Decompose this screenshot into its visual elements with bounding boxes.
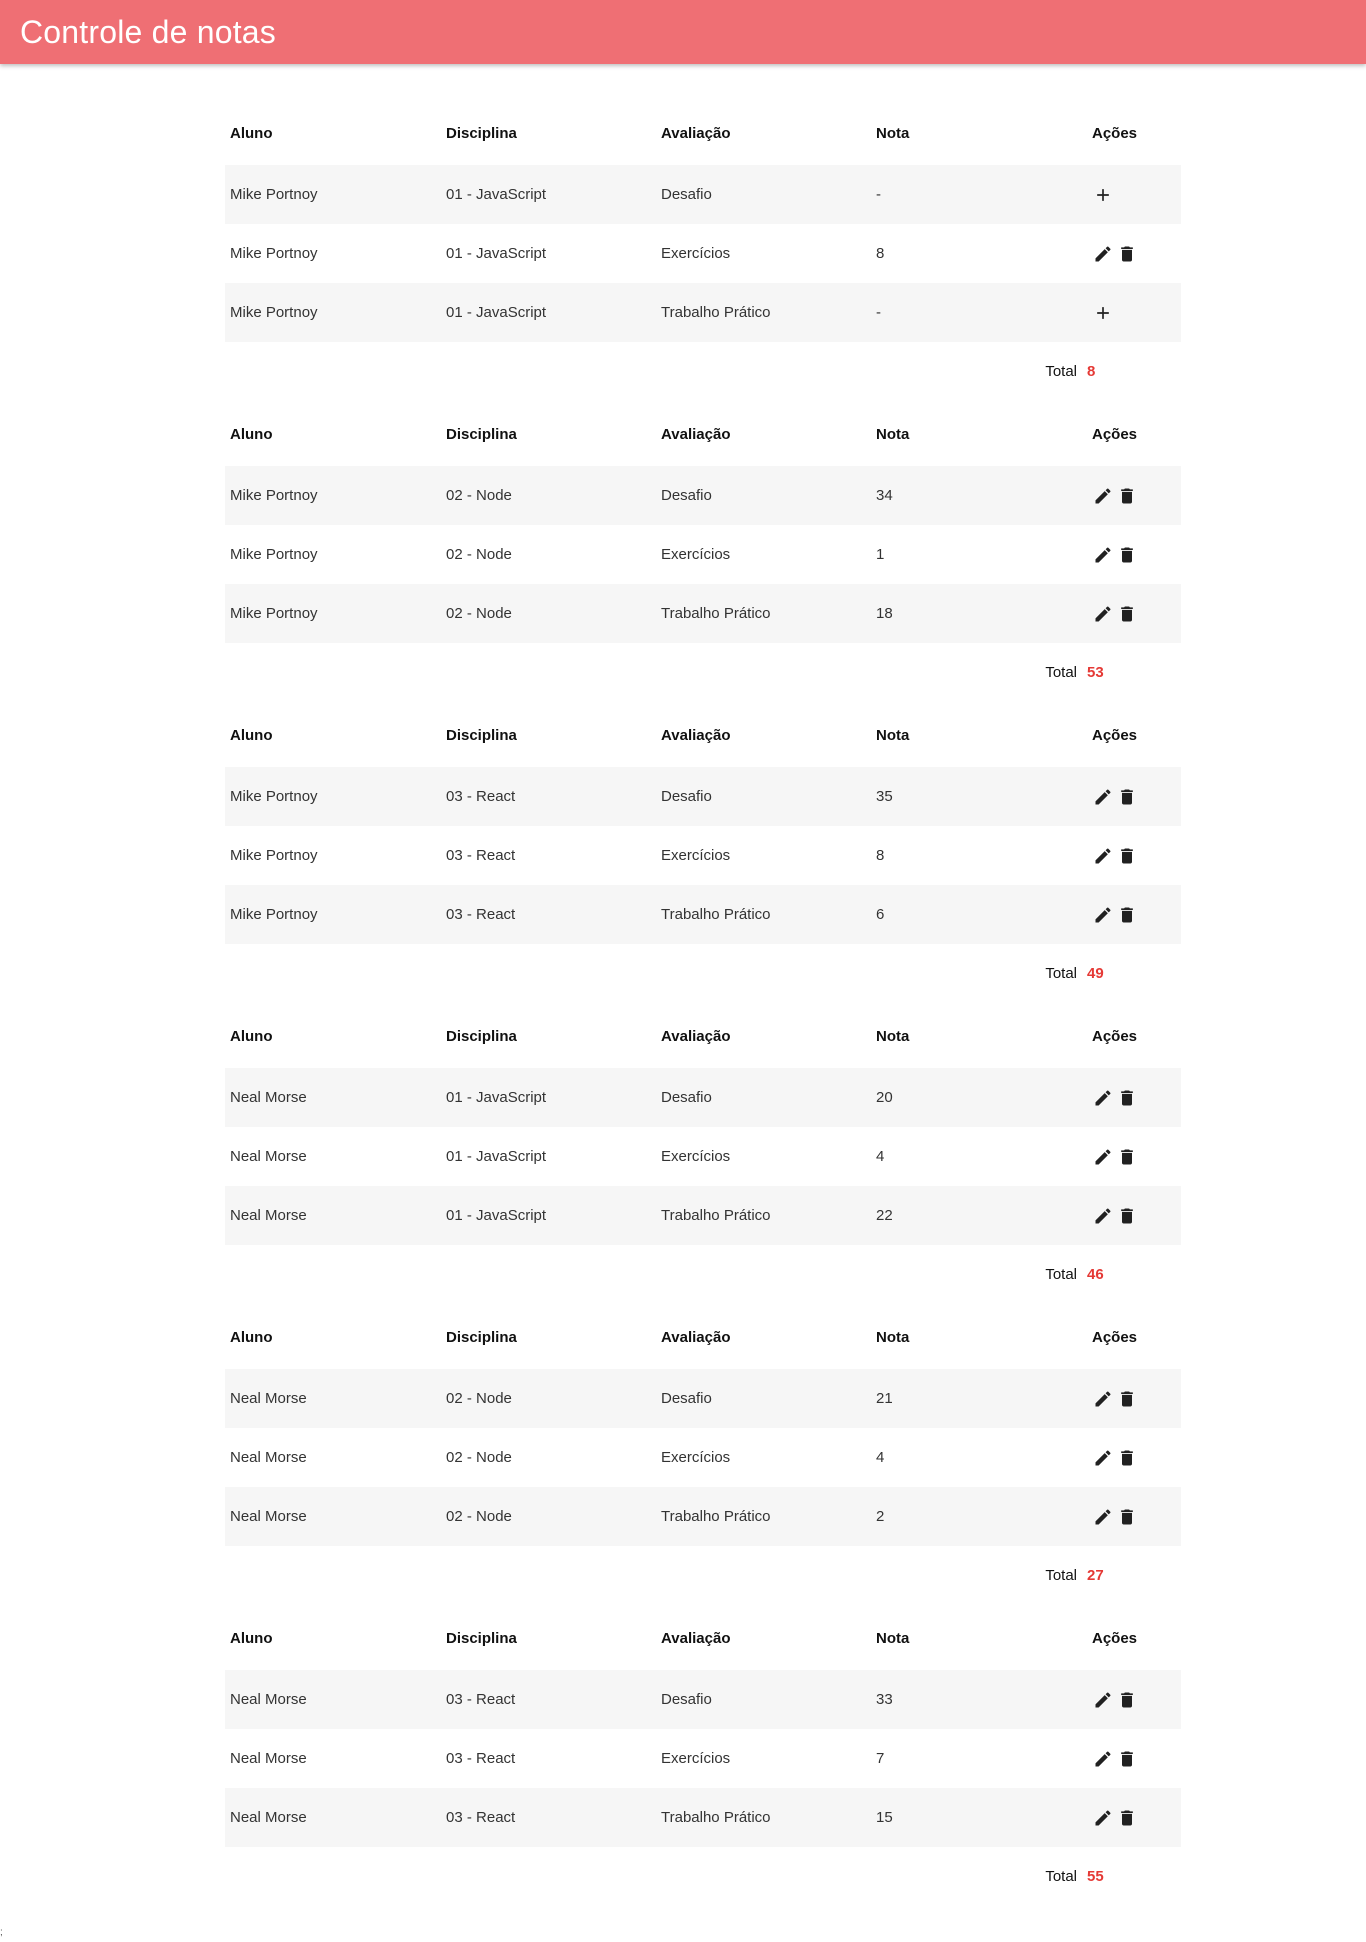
cell-disciplina: 02 - Node [446,1449,512,1466]
header-acoes: Ações [1092,1629,1138,1647]
header-aluno: Aluno [230,425,273,443]
delete-grade-button[interactable] [1117,1087,1137,1109]
delete-grade-button[interactable] [1117,544,1137,566]
cell-avaliacao: Trabalho Prático [661,1207,771,1224]
row-actions [1092,1447,1181,1469]
grade-group [225,1606,1181,1907]
table-header-row [225,1305,1181,1369]
header-acoes: Ações [1092,124,1138,142]
grade-group [225,1305,1181,1606]
delete-grade-button[interactable] [1117,1388,1137,1410]
cell-avaliacao: Exercícios [661,245,731,262]
cell-aluno: Mike Portnoy [230,546,318,563]
header-avaliacao: Avaliação [661,124,731,142]
delete-grade-button[interactable] [1117,243,1137,265]
delete-icon [1117,1147,1137,1167]
cell-aluno: Mike Portnoy [230,245,318,262]
header-nota: Nota [876,1027,910,1045]
edit-grade-button[interactable] [1093,1689,1113,1711]
delete-grade-button[interactable] [1117,485,1137,507]
delete-icon [1117,1206,1137,1226]
add-grade-button[interactable] [1093,184,1113,206]
edit-icon [1093,1749,1113,1769]
cell-disciplina: 03 - React [446,906,516,923]
header-nota: Nota [876,726,910,744]
cell-acoes [1087,1186,1181,1245]
total-row [225,1245,1181,1303]
edit-grade-button[interactable] [1093,1087,1113,1109]
header-aluno: Aluno [230,1629,273,1647]
grade-group [225,1004,1181,1305]
edit-icon [1093,1448,1113,1468]
delete-icon [1117,1690,1137,1710]
delete-icon [1117,486,1137,506]
table-row [225,525,1181,584]
header-avaliacao: Avaliação [661,425,731,443]
cell-nota: 35 [876,788,893,805]
cell-nota: 7 [876,1750,885,1767]
cell-avaliacao: Desafio [661,186,712,203]
grades-table [225,1004,1181,1245]
total-value: 46 [1087,1265,1104,1283]
header-disciplina: Disciplina [446,1027,517,1045]
header-aluno: Aluno [230,726,273,744]
total-row [225,1546,1181,1604]
cell-nota: 4 [876,1148,885,1165]
total-row [225,643,1181,701]
edit-icon [1093,1147,1113,1167]
cell-acoes [1087,885,1181,944]
edit-icon [1093,1507,1113,1527]
table-header-row [225,1004,1181,1068]
table-row [225,283,1181,342]
header-nota: Nota [876,425,910,443]
delete-icon [1117,1088,1137,1108]
cell-acoes [1087,1127,1181,1186]
cell-nota: - [876,304,881,321]
cell-acoes [1087,584,1181,643]
total-row [225,1847,1181,1905]
delete-grade-button[interactable] [1117,786,1137,808]
table-row [225,767,1181,826]
table-row [225,1487,1181,1546]
header-avaliacao: Avaliação [661,1328,731,1346]
table-row [225,1729,1181,1788]
table-row [225,1186,1181,1245]
delete-icon [1117,846,1137,866]
row-actions [1092,786,1181,808]
cell-disciplina: 03 - React [446,1750,516,1767]
header-aluno: Aluno [230,1027,273,1045]
cell-disciplina: 01 - JavaScript [446,186,547,203]
cell-disciplina: 01 - JavaScript [446,245,547,262]
cell-disciplina: 03 - React [446,1809,516,1826]
cell-disciplina: 02 - Node [446,1390,512,1407]
app-bar [0,0,1366,64]
cell-acoes [1087,525,1181,584]
cell-acoes [1087,1788,1181,1847]
cell-aluno: Neal Morse [230,1207,307,1224]
edit-icon [1093,604,1113,624]
cell-avaliacao: Trabalho Prático [661,304,771,321]
cell-aluno: Mike Portnoy [230,304,318,321]
edit-grade-button[interactable] [1093,1506,1113,1528]
delete-icon [1117,1448,1137,1468]
table-header-row [225,101,1181,165]
cell-aluno: Neal Morse [230,1089,307,1106]
delete-icon [1117,1389,1137,1409]
edit-icon [1093,787,1113,807]
delete-icon [1117,604,1137,624]
table-row [225,1369,1181,1428]
cell-aluno: Mike Portnoy [230,847,318,864]
table-row [225,584,1181,643]
delete-icon [1117,545,1137,565]
edit-grade-button[interactable] [1093,904,1113,926]
delete-icon [1117,1749,1137,1769]
total-label: Total [1045,1265,1077,1283]
cell-nota: 4 [876,1449,885,1466]
edit-icon [1093,1206,1113,1226]
cell-acoes [1087,1487,1181,1546]
cell-avaliacao: Trabalho Prático [661,605,771,622]
cell-aluno: Neal Morse [230,1691,307,1708]
row-actions [1092,184,1181,206]
edit-icon [1093,1690,1113,1710]
delete-grade-button[interactable] [1117,1807,1137,1829]
table-row [225,826,1181,885]
delete-icon [1117,787,1137,807]
table-row [225,1428,1181,1487]
cell-disciplina: 01 - JavaScript [446,1207,547,1224]
edit-icon [1093,1088,1113,1108]
cell-aluno: Neal Morse [230,1750,307,1767]
cell-nota: 34 [876,487,893,504]
table-row [225,165,1181,224]
cell-aluno: Mike Portnoy [230,487,318,504]
delete-grade-button[interactable] [1117,1689,1137,1711]
cell-disciplina: 02 - Node [446,605,512,622]
page-mark: ; [0,1927,3,1938]
row-actions [1092,302,1181,324]
edit-icon [1093,486,1113,506]
cell-aluno: Mike Portnoy [230,906,318,923]
table-row [225,1127,1181,1186]
cell-avaliacao: Desafio [661,788,712,805]
delete-grade-button[interactable] [1117,1146,1137,1168]
total-value: 27 [1087,1566,1104,1584]
cell-disciplina: 02 - Node [446,487,512,504]
delete-grade-button[interactable] [1117,1506,1137,1528]
total-label: Total [1045,362,1077,380]
table-row [225,1670,1181,1729]
cell-avaliacao: Exercícios [661,1750,731,1767]
grade-group [225,402,1181,703]
grades-table [225,1305,1181,1546]
total-label: Total [1045,1566,1077,1584]
table-row [225,1788,1181,1847]
edit-grade-button[interactable] [1093,485,1113,507]
cell-disciplina: 01 - JavaScript [446,304,547,321]
cell-acoes [1087,1428,1181,1487]
cell-aluno: Neal Morse [230,1148,307,1165]
header-aluno: Aluno [230,1328,273,1346]
grade-group [225,101,1181,402]
header-disciplina: Disciplina [446,124,517,142]
header-avaliacao: Avaliação [661,1629,731,1647]
delete-icon [1117,1507,1137,1527]
cell-avaliacao: Desafio [661,1390,712,1407]
edit-grade-button[interactable] [1093,1146,1113,1168]
header-disciplina: Disciplina [446,726,517,744]
header-acoes: Ações [1092,1027,1138,1045]
row-actions [1092,485,1181,507]
cell-acoes [1087,1369,1181,1428]
table-row [225,224,1181,283]
total-label: Total [1045,964,1077,982]
cell-aluno: Neal Morse [230,1809,307,1826]
edit-grade-button[interactable] [1093,845,1113,867]
header-acoes: Ações [1092,1328,1138,1346]
table-row [225,1068,1181,1127]
add-icon [1093,303,1113,323]
cell-acoes [1087,767,1181,826]
cell-disciplina: 02 - Node [446,546,512,563]
header-avaliacao: Avaliação [661,726,731,744]
cell-nota: 22 [876,1207,893,1224]
edit-grade-button[interactable] [1093,786,1113,808]
row-actions [1092,1689,1181,1711]
edit-icon [1093,545,1113,565]
cell-avaliacao: Trabalho Prático [661,906,771,923]
grades-table [225,1606,1181,1847]
header-disciplina: Disciplina [446,1328,517,1346]
cell-disciplina: 01 - JavaScript [446,1089,547,1106]
delete-grade-button[interactable] [1117,603,1137,625]
cell-nota: - [876,186,881,203]
delete-grade-button[interactable] [1117,1447,1137,1469]
cell-disciplina: 01 - JavaScript [446,1148,547,1165]
edit-icon [1093,846,1113,866]
cell-nota: 33 [876,1691,893,1708]
header-nota: Nota [876,1629,910,1647]
cell-aluno: Mike Portnoy [230,788,318,805]
cell-disciplina: 03 - React [446,1691,516,1708]
total-label: Total [1045,1867,1077,1885]
row-actions [1092,1388,1181,1410]
add-icon [1093,185,1113,205]
row-actions [1092,1506,1181,1528]
grades-table [225,703,1181,944]
table-row [225,466,1181,525]
header-nota: Nota [876,124,910,142]
edit-icon [1093,905,1113,925]
cell-disciplina: 03 - React [446,788,516,805]
delete-icon [1117,1808,1137,1828]
cell-avaliacao: Exercícios [661,1449,731,1466]
total-label: Total [1045,663,1077,681]
cell-nota: 20 [876,1089,893,1106]
cell-avaliacao: Trabalho Prático [661,1508,771,1525]
cell-disciplina: 02 - Node [446,1508,512,1525]
edit-grade-button[interactable] [1093,1807,1113,1829]
cell-acoes [1087,283,1181,342]
cell-avaliacao: Exercícios [661,546,731,563]
total-value: 8 [1087,362,1096,380]
cell-nota: 15 [876,1809,893,1826]
row-actions [1092,544,1181,566]
header-nota: Nota [876,1328,910,1346]
cell-nota: 6 [876,906,885,923]
table-header-row [225,703,1181,767]
header-aluno: Aluno [230,124,273,142]
total-value: 53 [1087,663,1104,681]
edit-grade-button[interactable] [1093,1205,1113,1227]
table-header-row [225,402,1181,466]
row-actions [1092,1146,1181,1168]
delete-icon [1117,905,1137,925]
row-actions [1092,1807,1181,1829]
cell-acoes [1087,1068,1181,1127]
cell-avaliacao: Desafio [661,487,712,504]
cell-nota: 21 [876,1390,893,1407]
app-title: Controle de notas [20,13,277,50]
edit-grade-button[interactable] [1093,1388,1113,1410]
edit-grade-button[interactable] [1093,243,1113,265]
delete-grade-button[interactable] [1117,1205,1137,1227]
header-disciplina: Disciplina [446,1629,517,1647]
header-acoes: Ações [1092,425,1138,443]
cell-aluno: Mike Portnoy [230,186,318,203]
header-avaliacao: Avaliação [661,1027,731,1045]
cell-avaliacao: Desafio [661,1089,712,1106]
edit-icon [1093,1808,1113,1828]
cell-acoes [1087,1670,1181,1729]
delete-grade-button[interactable] [1117,1748,1137,1770]
edit-grade-button[interactable] [1093,544,1113,566]
cell-acoes [1087,1729,1181,1788]
cell-acoes [1087,826,1181,885]
cell-avaliacao: Exercícios [661,847,731,864]
cell-avaliacao: Desafio [661,1691,712,1708]
cell-nota: 2 [876,1508,885,1525]
cell-avaliacao: Exercícios [661,1148,731,1165]
delete-icon [1117,244,1137,264]
cell-nota: 8 [876,245,885,262]
total-row [225,342,1181,400]
total-value: 55 [1087,1867,1104,1885]
total-value: 49 [1087,964,1104,982]
row-actions [1092,243,1181,265]
total-row [225,944,1181,1002]
cell-aluno: Mike Portnoy [230,605,318,622]
cell-nota: 1 [876,546,885,563]
edit-grade-button[interactable] [1093,1748,1113,1770]
edit-icon [1093,244,1113,264]
table-row [225,885,1181,944]
delete-grade-button[interactable] [1117,845,1137,867]
cell-aluno: Neal Morse [230,1390,307,1407]
table-header-row [225,1606,1181,1670]
grades-container [225,101,1181,1907]
header-disciplina: Disciplina [446,425,517,443]
row-actions [1092,1205,1181,1227]
cell-acoes [1087,466,1181,525]
edit-icon [1093,1389,1113,1409]
row-actions [1092,1748,1181,1770]
row-actions [1092,603,1181,625]
cell-disciplina: 03 - React [446,847,516,864]
cell-avaliacao: Trabalho Prático [661,1809,771,1826]
row-actions [1092,1087,1181,1109]
cell-aluno: Neal Morse [230,1508,307,1525]
edit-grade-button[interactable] [1093,603,1113,625]
cell-nota: 18 [876,605,893,622]
grades-table [225,101,1181,342]
grade-group [225,703,1181,1004]
add-grade-button[interactable] [1093,302,1113,324]
cell-acoes [1087,224,1181,283]
cell-acoes [1087,165,1181,224]
header-acoes: Ações [1092,726,1138,744]
row-actions [1092,845,1181,867]
delete-grade-button[interactable] [1117,904,1137,926]
row-actions [1092,904,1181,926]
cell-nota: 8 [876,847,885,864]
grades-table [225,402,1181,643]
edit-grade-button[interactable] [1093,1447,1113,1469]
cell-aluno: Neal Morse [230,1449,307,1466]
